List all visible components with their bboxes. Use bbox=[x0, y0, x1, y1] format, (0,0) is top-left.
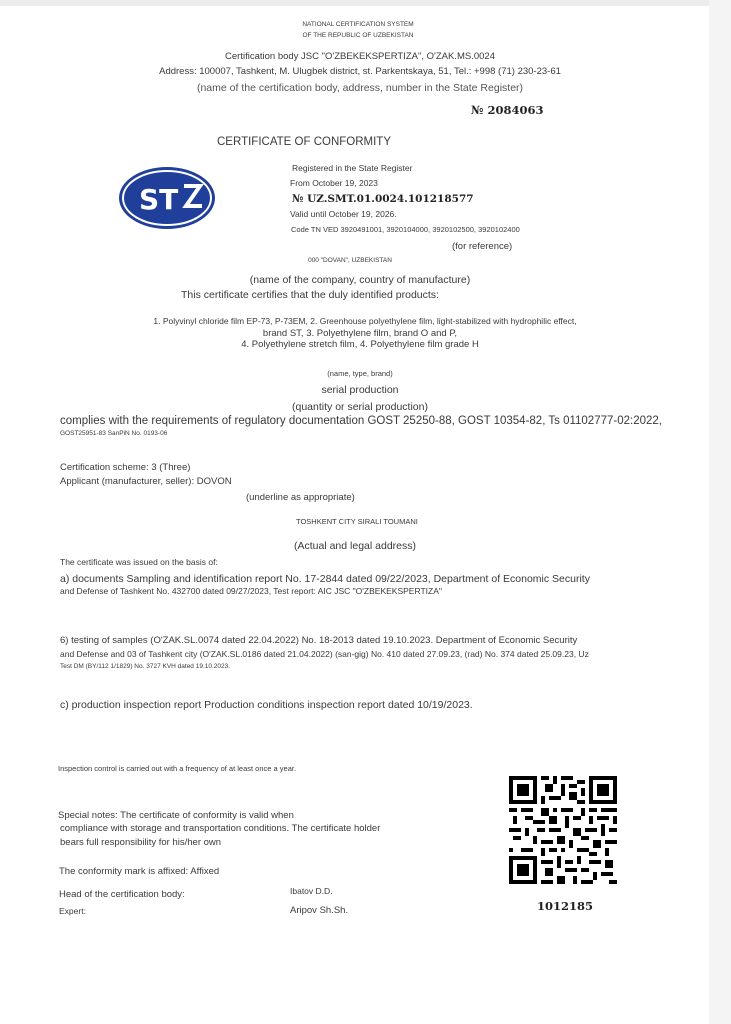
requirements-line-1: complies with the requirements of regulatory documentation GOST 25250-88, GOST 10354-82, Ts 01102777-02:2022, bbox=[60, 415, 662, 427]
address-line: Address: 100007, Tashkent, M. Ulugbek district, st. Parkentskaya, 51, Tel.: +998 (71) 230-23-61 bbox=[159, 66, 561, 77]
products-caption: (name, type, brand) bbox=[327, 369, 393, 378]
certification-scheme: Certification scheme: 3 (Three) bbox=[60, 462, 191, 473]
products-line-3: 4. Polyethylene stretch film, 4. Polyethylene film grade H bbox=[241, 339, 479, 350]
basis-b-line-3: Test DM (BY/112 1/1829) No. 3727 KVH dated 19.10.2023. bbox=[60, 663, 231, 670]
products-line-2: brand ST, 3. Polyethylene film, brand O and P, bbox=[262, 328, 458, 339]
inspection-control: Inspection control is carried out with a frequency of at least once a year. bbox=[58, 764, 297, 773]
system-line-1: NATIONAL CERTIFICATION SYSTEM bbox=[302, 21, 414, 28]
basis-a-line-2: and Defense of Tashkent No. 432700 dated 09/27/2023, Test report: AIC JSC "O'ZBEKEKSPERTIZA" bbox=[60, 586, 442, 596]
logo-text: ST bbox=[139, 183, 179, 216]
certificate-title: CERTIFICATE OF CONFORMITY bbox=[217, 136, 391, 148]
products-line-1: 1. Polyvinyl chloride film EP-73, P-73EM, 2. Greenhouse polyethylene film, light-stabilized with hydrophilic effect, bbox=[153, 316, 577, 326]
certification-body-line: Certification body JSC "O'ZBEKEKSPERTIZA", O'ZAK.MS.0024 bbox=[225, 51, 495, 62]
registered-text: Registered in the State Register bbox=[292, 163, 413, 173]
tn-ved-codes: Code TN VED 3920491001, 3920104000, 3920102500, 3920102400 bbox=[291, 225, 520, 234]
top-edge bbox=[0, 0, 709, 6]
expert-name: Aripov Sh.Sh. bbox=[290, 905, 349, 916]
production-type: serial production bbox=[321, 384, 399, 396]
head-name: Ibatov D.D. bbox=[290, 886, 333, 896]
applicant-address: TOSHKENT CITY SIRALI TOUMANI bbox=[296, 517, 418, 526]
conformity-mark: The conformity mark is affixed: Affixed bbox=[59, 866, 220, 877]
page-margin bbox=[709, 0, 731, 1024]
underline-caption: (underline as appropriate) bbox=[246, 492, 355, 503]
applicant-line: Applicant (manufacturer, seller): DOVON bbox=[60, 476, 232, 487]
production-caption: (quantity or serial production) bbox=[292, 401, 428, 413]
registration-number: № UZ.SMT.01.0024.101218577 bbox=[292, 193, 474, 205]
certifies-text: This certificate certifies that the duly identified products: bbox=[181, 289, 439, 301]
registered-from-date: From October 19, 2023 bbox=[290, 178, 378, 188]
for-reference-caption: (for reference) bbox=[452, 241, 513, 252]
body-caption: (name of the certification body, address, number in the State Register) bbox=[196, 82, 524, 94]
special-notes-line-2: compliance with storage and transportation conditions. The certificate holder bbox=[60, 823, 381, 834]
company-caption: (name of the company, country of manufacture) bbox=[249, 274, 471, 286]
basis-b-line-2: and Defense and 03 of Tashkent city (O'ZAK.SL.0186 dated 21.04.2022) (san-gig) No. 410 dated 27.09.23, (rad) No. 374 dated 25.09.23, Uz bbox=[60, 649, 589, 659]
special-notes-line-1: Special notes: The certificate of conformity is valid when bbox=[58, 810, 294, 821]
basis-c-line: c) production inspection report Production conditions inspection report dated 10/19/2023. bbox=[60, 699, 473, 711]
system-line-2: OF THE REPUBLIC OF UZBEKISTAN bbox=[302, 32, 414, 39]
special-notes-line-3: bears full responsibility for his/her own bbox=[60, 837, 222, 848]
basis-b-line-1: 6) testing of samples (O'ZAK.SL.0074 dated 22.04.2022) No. 18-2013 dated 19.10.2023. Department of Economic Security bbox=[60, 635, 578, 646]
basis-intro: The certificate was issued on the basis of: bbox=[60, 557, 218, 567]
basis-a-line-1: a) documents Sampling and identification report No. 17-2844 dated 09/22/2023, Department of Economic Security bbox=[60, 573, 590, 585]
company-name: 000 "DOVAN", UZBEKISTAN bbox=[308, 257, 392, 264]
valid-until: Valid until October 19, 2026. bbox=[290, 209, 397, 219]
st-logo-icon bbox=[118, 166, 216, 230]
document-number: № 2084063 bbox=[471, 103, 544, 117]
qr-code-icon bbox=[509, 776, 617, 884]
address-caption: (Actual and legal address) bbox=[294, 540, 416, 552]
qr-number: 1012185 bbox=[537, 899, 594, 913]
expert-label: Expert: bbox=[59, 906, 86, 916]
head-label: Head of the certification body: bbox=[59, 889, 185, 900]
requirements-line-2: GOST25951-83 SanPiN No. 0193-06 bbox=[60, 430, 168, 437]
